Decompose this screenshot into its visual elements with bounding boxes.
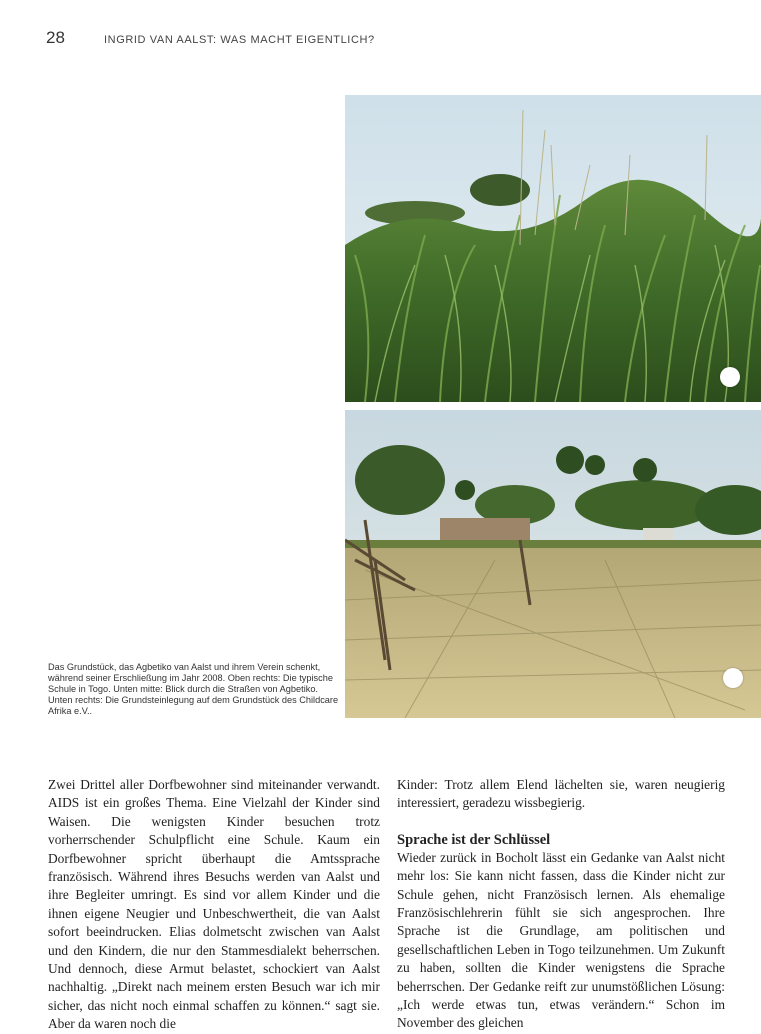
body-paragraph: Kinder: Trotz allem Elend lächelten sie, waren neugierig interessiert, geradezu wissbegierig. (397, 777, 725, 811)
page-number: 28 (46, 28, 65, 47)
punch-hole-dot (720, 367, 740, 387)
body-column-left (48, 776, 380, 1034)
photo-cleared-plot (345, 410, 761, 718)
punch-hole-dot (723, 668, 743, 688)
photo-tall-grass (345, 95, 761, 402)
photo-caption: Das Grundstück, das Agbetiko van Aalst und ihrem Verein schenkt, während seiner Erschließung im Jahr 2008. Oben rechts: Die typische Schule in Togo. Unten mitte: Blick durch die Straßen von Agbetiko. Unten rechts: Die Grundsteinlegung auf dem Grundstück des Childcare Afrika e.V.. (48, 662, 339, 716)
section-heading: Sprache ist der Schlüssel (397, 831, 551, 848)
tall-grass-image (345, 95, 761, 402)
running-title: INGRID VAN AALST: WAS MACHT EIGENTLICH? (104, 34, 375, 46)
body-column-right (397, 776, 725, 1033)
body-paragraph: Zwei Drittel aller Dorfbewohner sind miteinander verwandt. AIDS ist ein großes Thema. Eine Vielzahl der Kinder sind Waisen. Die wenigsten Kinder besuchen trotz vorherrschender Schulpflicht eine Schule. Kaum ein Dorfbewohner spricht überhaupt die Amtssprache französisch. Während ihres Besuchs werden van Aalst und ihre Begleiter umringt. Es sind vor allem Kinder und die ihnen eigene Neugier und Unbeschwertheit, die van Aalst sofort beeindrucken. Elias dolmetscht zwischen van Aalst und den Kindern, die nur den Stammesdialekt beherrschen. Und dennoch, diese Armut belastet, schockiert van Aalst nachhaltig. „Direkt nach meinem ersten Besuch war ich mir sicher, das nicht noch einmal schaffen zu können.“ sagt sie. Aber da waren noch die (48, 777, 380, 1032)
body-paragraph: Wieder zurück in Bocholt lässt ein Gedanke van Aalst nicht mehr los: Sie kann nicht fassen, dass die Kinder nicht zur Schule gehen, nicht Französisch lernen. Als ehemalige Französischlehrerin fühlt sie sich angesprochen. Ihre Sprache ist die Grundlage, am politischen und gesellschaftlichen Leben in Togo teilzunehmen. Um Zukunft zu haben, sollten die Kinder wenigstens die Sprache beherrschen. Der Gedanke reift zur unumstößlichen Lösung: „Ich werde etwas tun, etwas verändern.“ Schon im November des gleichen (397, 849, 725, 1031)
cleared-plot-image (345, 410, 761, 718)
